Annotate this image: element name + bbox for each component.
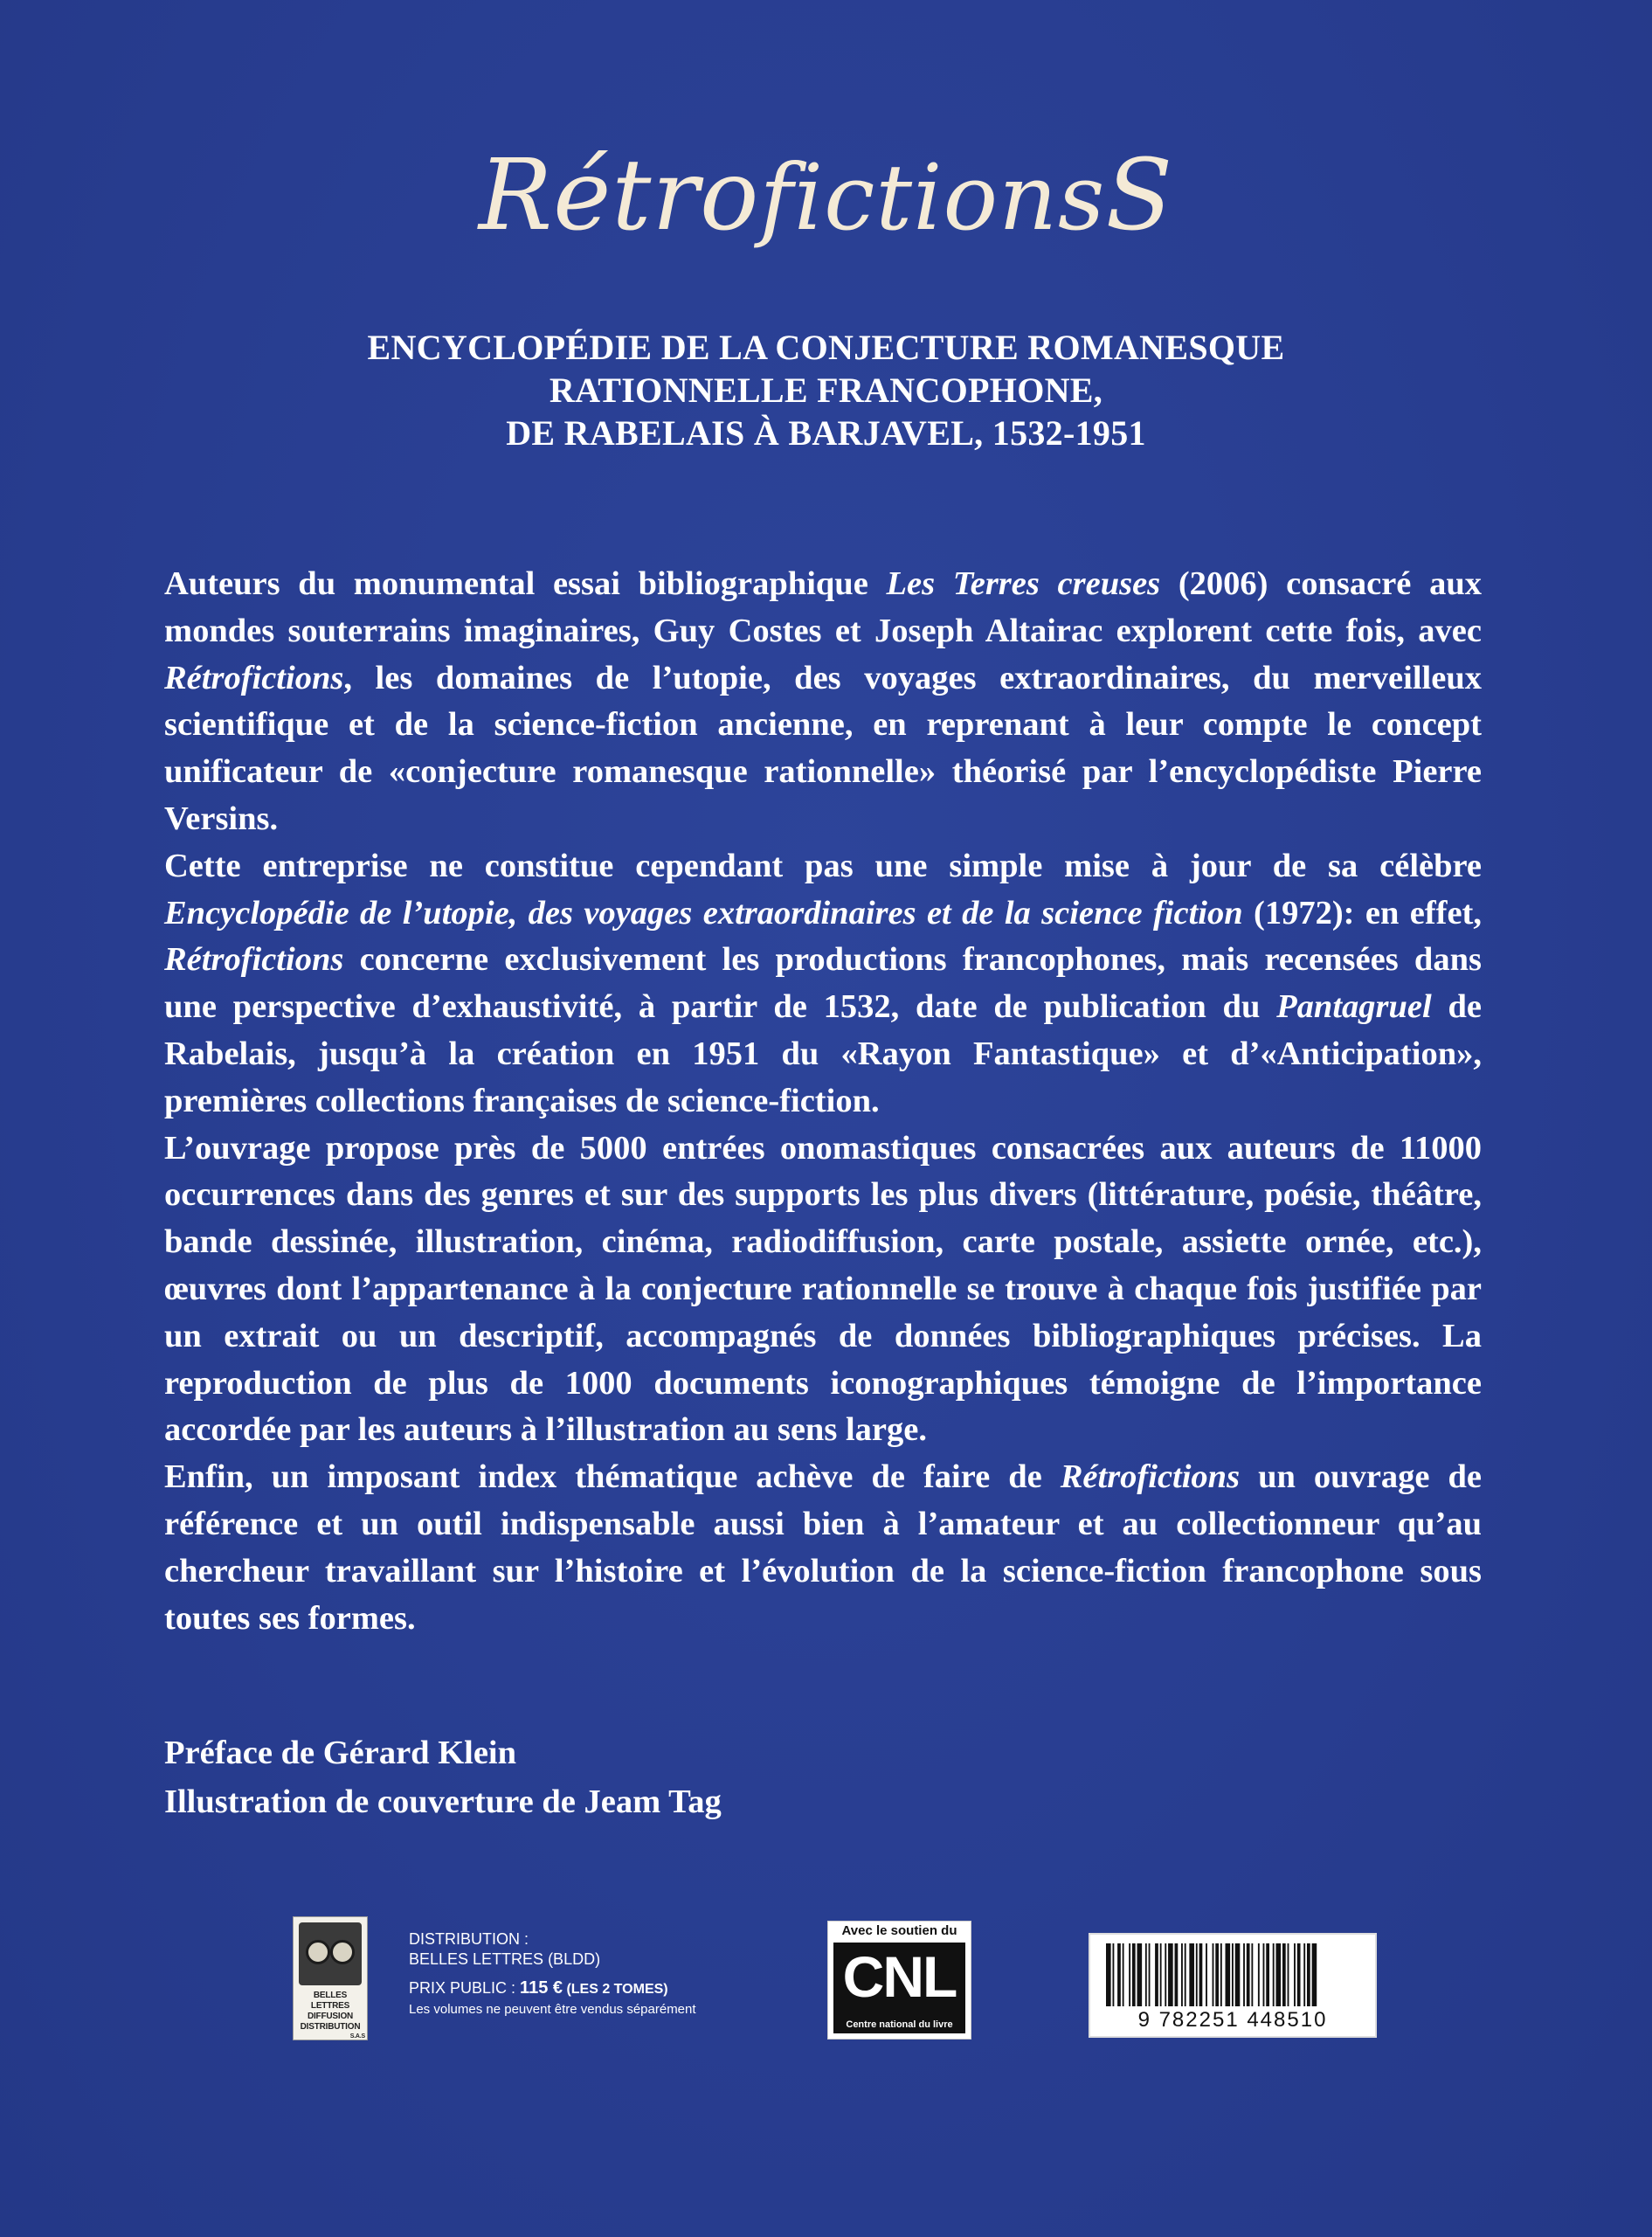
barcode-bar: [1282, 1943, 1286, 2006]
barcode-bar: [1106, 1943, 1111, 2006]
logo-part-2: fictions: [759, 144, 1106, 251]
p1-title-terres-creuses: Les Terres creuses: [886, 565, 1161, 602]
cnl-support-text: Avec le soutien du: [841, 1923, 957, 1938]
barcode-bar: [1243, 1943, 1245, 2006]
publisher-logo-line-2: DIFFUSION: [307, 2012, 354, 2021]
distribution-value: BELLES LETTRES (BLDD): [409, 1950, 601, 1968]
preface-credit: Préface de Gérard Klein: [164, 1735, 517, 1771]
credits: [164, 1728, 722, 1826]
owl-icon: [299, 1922, 362, 1985]
logo-part-3: S: [1105, 139, 1174, 253]
barcode-bar: [1160, 1943, 1162, 2006]
illustration-credit: Illustration de couverture de Jeam Tag: [164, 1783, 722, 1820]
price-value: 115 €: [520, 1978, 563, 1998]
barcode-bar: [1168, 1943, 1173, 2006]
barcode-bar: [1123, 1943, 1124, 2006]
barcode-bar: [1213, 1943, 1214, 2006]
barcode-bar: [1294, 1943, 1296, 2006]
barcode-bar: [1145, 1943, 1147, 2006]
p1-text-a: Auteurs du monumental essai bibliographique: [164, 565, 887, 602]
barcode-bar: [1312, 1943, 1317, 2006]
barcode-bar: [1181, 1943, 1183, 2006]
p2-text-e: concerne exclusivement les productions francophones, mais recensées dans une perspective d’exhaustivité, à partir de 1532, date de publication du: [164, 941, 1482, 1026]
barcode-bar: [1185, 1943, 1186, 2006]
cnl-full-name: Centre national du livre: [846, 2019, 953, 2030]
barcode-bars: [1106, 1943, 1363, 2006]
barcode-bar: [1307, 1943, 1310, 2006]
p2-text-g: de Rabelais, jusqu’à la création en 1951 du «Rayon Fantastique» et d’«Anticipation», premières collections françaises de science-fiction.: [164, 988, 1482, 1119]
price-line: [409, 1978, 696, 1999]
barcode-bar: [1155, 1943, 1158, 2006]
barcode-bar: [1220, 1943, 1222, 2006]
p4-text-c: un ouvrage de référence et un outil indispensable aussi bien à l’amateur et au collectionneur qu’au chercheur travaillant sur l’histoire et l’évolution de la science-fiction francophone sous toutes ses formes.: [164, 1458, 1482, 1637]
barcode-bar: [1232, 1943, 1234, 2006]
publisher-logo-line-3: DISTRIBUTION: [300, 2022, 361, 2032]
series-logo: [0, 139, 1652, 253]
barcode-bar: [1275, 1943, 1281, 2006]
barcode-bar: [1165, 1943, 1166, 2006]
barcode-bar: [1129, 1943, 1130, 2006]
distribution-info: [409, 1929, 696, 2019]
logo-part-1: Rétro: [478, 139, 760, 253]
blurb-paragraph-4: [164, 1454, 1482, 1642]
barcode-bar: [1175, 1943, 1179, 2006]
p2-title-retrofictions: Rétrofictions: [164, 941, 344, 979]
p1-text-c: (2006) consacré aux mondes souterrains imaginaires, Guy Costes et Joseph Altairac explorent cette fois, avec: [164, 565, 1482, 649]
blurb-paragraph-3: L’ouvrage propose près de 5000 entrées onomastiques consacrées aux auteurs de 11000 occurrences dans des genres et sur des supports les plus divers (littérature, poésie, théâtre, bande dessinée, illustration, cinéma, radiodiffusion, carte postale, assiette ornée, etc.), œuvres dont l’appartenance à la conjecture rationnelle se trouve à chaque fois justifiée par un extrait ou un descriptif, accompagnés de données bibliographiques précises. La reproduction de plus de 1000 documents iconographiques témoigne de l’importance accordée par les auteurs à l’illustration au sens large.: [164, 1129, 1482, 1449]
p2-title-encyclopedie: Encyclopédie de l’utopie, des voyages extraordinaires et de la science fiction: [164, 894, 1243, 932]
p2-title-pantagruel: Pantagruel: [1276, 988, 1432, 1026]
barcode-bar: [1132, 1943, 1136, 2006]
barcode-bar: [1303, 1943, 1305, 2006]
barcode-bar: [1149, 1943, 1151, 2006]
barcode-bar: [1215, 1943, 1219, 2006]
cnl-letters: CNL: [842, 1944, 957, 2009]
distribution-label: DISTRIBUTION :: [409, 1930, 529, 1948]
price-subnote: Les volumes ne peuvent être vendus séparément: [409, 2002, 696, 2017]
barcode-bar: [1137, 1943, 1143, 2006]
barcode-bar: [1196, 1943, 1198, 2006]
subtitle-line-1: ENCYCLOPÉDIE DE LA CONJECTURE ROMANESQUE: [367, 328, 1285, 367]
barcode-bar: [1199, 1943, 1203, 2006]
p1-text-e: , les domaines de l’utopie, des voyages extraordinaires, du merveilleux scientifique et de la science-fiction ancienne, en reprenant à leur compte le concept unificateur de «conjecture romanesque rationnelle» théorisé par l’encyclopédiste Pierre Versins.: [164, 659, 1482, 837]
barcode-bar: [1235, 1943, 1241, 2006]
barcode-bar: [1273, 1943, 1275, 2006]
barcode-bar: [1251, 1943, 1253, 2006]
publisher-logo-line-4: S.A.S: [349, 2033, 365, 2040]
barcode-bar: [1263, 1943, 1265, 2006]
cnl-logo: [827, 1921, 971, 2040]
publisher-logo-text: [295, 1991, 365, 2040]
isbn-barcode: [1089, 1933, 1377, 2038]
cnl-logo-box: [833, 1943, 965, 2033]
p2-text-a: Cette entreprise ne constitue cependant pas une simple mise à jour de sa célèbre: [164, 847, 1482, 884]
barcode-bar: [1247, 1943, 1250, 2006]
price-note: (LES 2 TOMES): [563, 1982, 668, 1997]
subtitle-line-2: RATIONNELLE FRANCOPHONE,: [549, 371, 1103, 410]
barcode-bar: [1297, 1943, 1301, 2006]
barcode-digits: 9 782251 448510: [1137, 2008, 1328, 2032]
blurb-paragraph-2: [164, 843, 1482, 1125]
barcode-bar: [1258, 1943, 1260, 2006]
blurb-paragraph-1: [164, 561, 1482, 843]
price-label: PRIX PUBLIC :: [409, 1979, 521, 1997]
barcode-bar: [1206, 1943, 1207, 2006]
barcode-bar: [1189, 1943, 1194, 2006]
p4-title-retrofictions: Rétrofictions: [1060, 1458, 1241, 1496]
publisher-logo: [293, 1916, 368, 2040]
barcode-bar: [1266, 1943, 1269, 2006]
p2-text-c: (1972): en effet,: [1242, 894, 1482, 932]
barcode-bar: [1288, 1943, 1289, 2006]
barcode-bar: [1117, 1943, 1121, 2006]
barcode-bar: [1112, 1943, 1114, 2006]
barcode-bar: [1226, 1943, 1231, 2006]
publisher-logo-line-1: BELLES LETTRES: [310, 1991, 350, 2011]
blurb: [164, 561, 1482, 1642]
subtitle-line-3: DE RABELAIS À BARJAVEL, 1532-1951: [506, 413, 1146, 453]
p4-text-a: Enfin, un imposant index thématique achève de faire de: [164, 1458, 1061, 1496]
subtitle: [0, 326, 1652, 454]
p1-title-retrofictions: Rétrofictions: [164, 659, 344, 696]
